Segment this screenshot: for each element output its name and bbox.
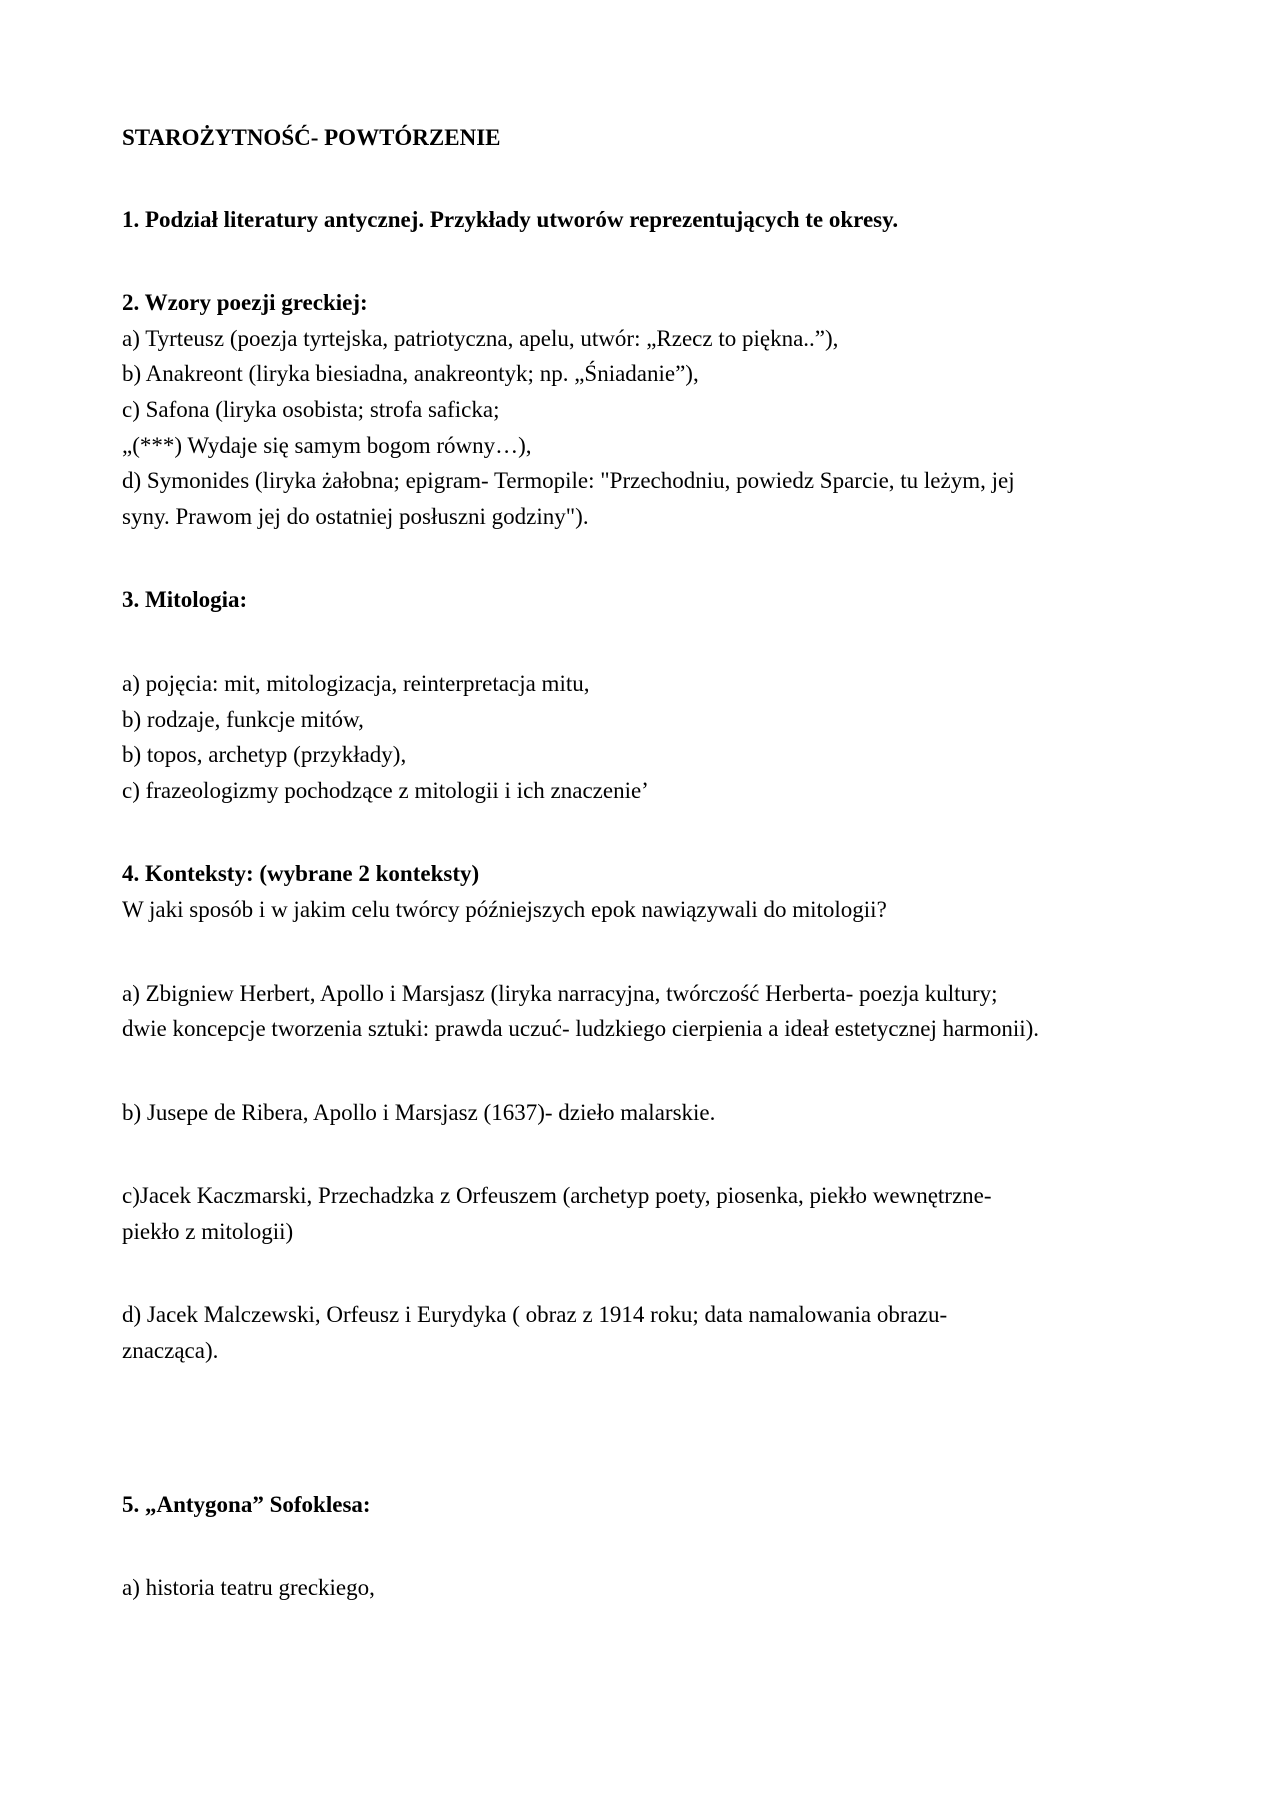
spacer — [122, 534, 1182, 582]
context-item-d: znacząca). — [122, 1338, 219, 1364]
spacer — [122, 237, 1182, 285]
spacer — [122, 1047, 1182, 1095]
spacer — [122, 1249, 1182, 1297]
document-body — [122, 120, 1182, 1606]
section-5-line: a) historia teatru greckiego, — [122, 1575, 375, 1601]
section-2-line: syny. Prawom jej do ostatniej posłuszni godziny"). — [122, 503, 589, 529]
context-item-c: piekło z mitologii) — [122, 1218, 294, 1244]
document-title: STAROŻYTNOŚĆ- POWTÓRZENIE — [122, 125, 501, 150]
context-item-b: b) Jusepe de Ribera, Apollo i Marsjasz (1637)- dzieło malarskie. — [122, 1099, 716, 1125]
spacer — [122, 618, 1182, 666]
section-4-heading: 4. Konteksty: (wybrane 2 konteksty) — [122, 861, 480, 887]
section-2-line: „(***) Wydaje się samym bogom równy…), — [122, 432, 532, 458]
context-item-a: a) Zbigniew Herbert, Apollo i Marsjasz (liryka narracyjna, twórczość Herberta- poezja kultury; — [122, 980, 998, 1006]
section-2-line: c) Safona (liryka osobista; strofa saficka; — [122, 396, 500, 422]
spacer — [122, 1369, 1182, 1487]
spacer — [122, 156, 1182, 202]
spacer — [122, 808, 1182, 856]
spacer — [122, 1522, 1182, 1570]
section-2-heading: 2. Wzory poezji greckiej: — [122, 290, 368, 316]
section-3-line: b) rodzaje, funkcje mitów, — [122, 706, 364, 732]
section-2-line: d) Symonides (liryka żałobna; epigram- Termopile: "Przechodniu, powiedz Sparcie, tu leżym, jej — [122, 468, 1015, 494]
context-item-c: c)Jacek Kaczmarski, Przechadzka z Orfeuszem (archetyp poety, piosenka, piekło wewnętrzne- — [122, 1183, 992, 1209]
context-item-a: dwie koncepcje tworzenia sztuki: prawda uczuć- ludzkiego cierpienia a ideał estetycznej harmonii). — [122, 1016, 1040, 1042]
context-item-d: d) Jacek Malczewski, Orfeusz i Eurydyka ( obraz z 1914 roku; data namalowania obrazu- — [122, 1302, 948, 1328]
section-4-question: W jaki sposób i w jakim celu twórcy późniejszych epok nawiązywali do mitologii? — [122, 896, 887, 922]
section-3-heading: 3. Mitologia: — [122, 587, 248, 613]
section-1-heading: 1. Podział literatury antycznej. Przykłady utworów reprezentujących te okresy. — [122, 206, 899, 232]
section-2-line: a) Tyrteusz (poezja tyrtejska, patriotyczna, apelu, utwór: „Rzecz to piękna..”), — [122, 325, 839, 351]
section-3-line: c) frazeologizmy pochodzące z mitologii i ich znaczenie’ — [122, 777, 649, 803]
section-5-heading: 5. „Antygona” Sofoklesa: — [122, 1491, 371, 1517]
section-3-line: a) pojęcia: mit, mitologizacja, reinterpretacja mitu, — [122, 670, 590, 696]
spacer — [122, 1130, 1182, 1178]
section-3-line: b) topos, archetyp (przykłady), — [122, 742, 407, 768]
section-2-line: b) Anakreont (liryka biesiadna, anakreontyk; np. „Śniadanie”), — [122, 361, 699, 387]
spacer — [122, 928, 1182, 976]
